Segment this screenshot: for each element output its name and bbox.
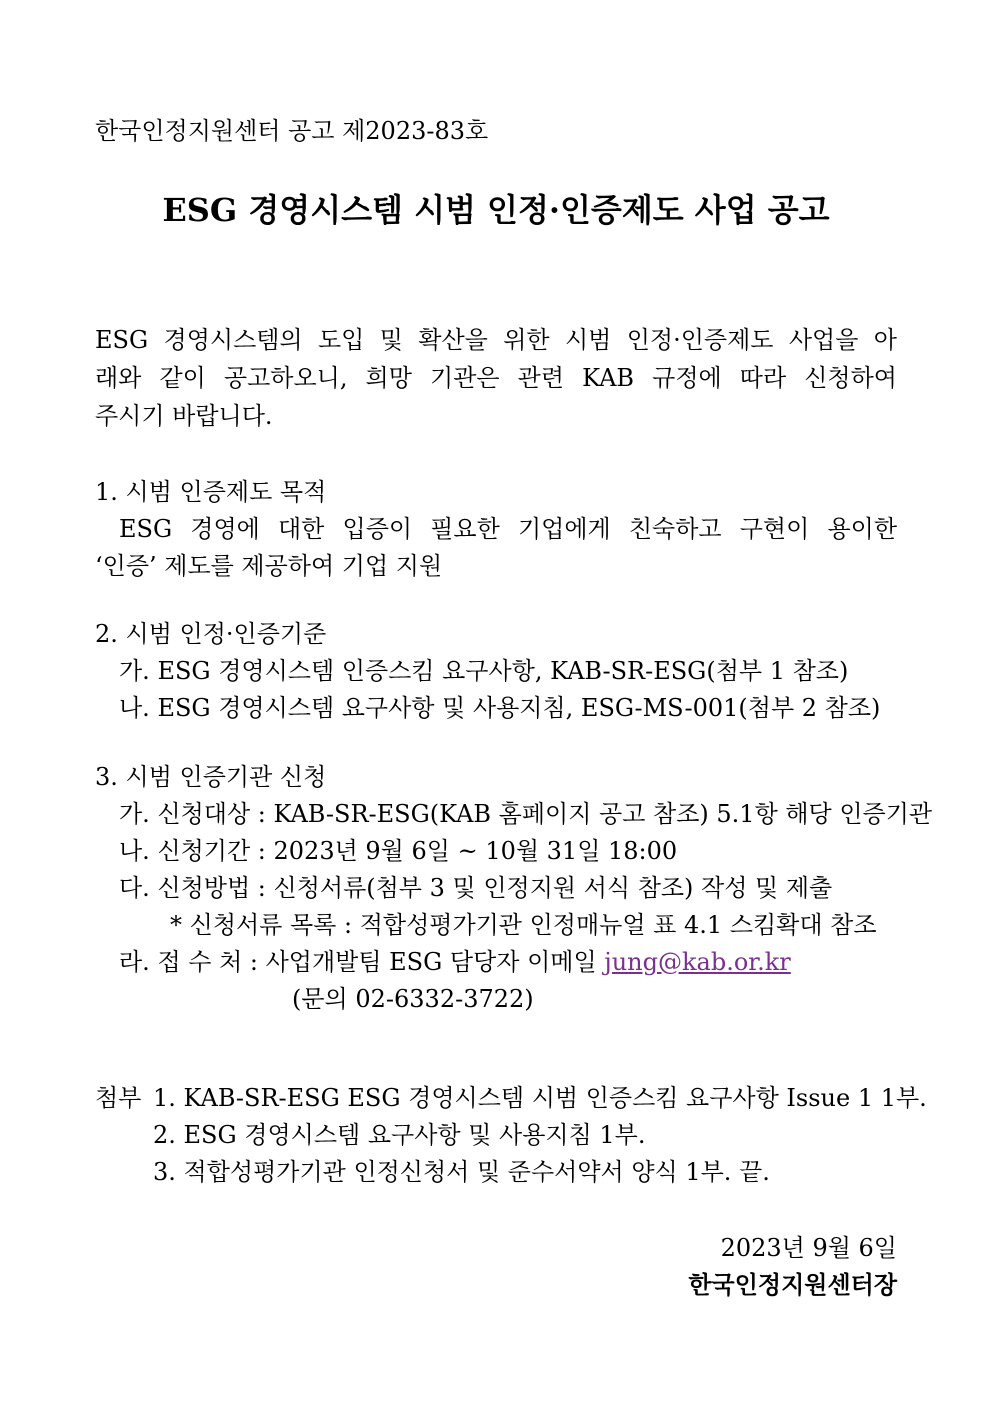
list-item: 가. ESG 경영시스템 인증스킴 요구사항, KAB-SR-ESG(첨부 1 참조) xyxy=(119,657,849,685)
list-item-note: * 신청서류 목록 : 적합성평가기관 인정매뉴얼 표 4.1 스킴확대 참조 xyxy=(170,911,877,939)
section-body-line: ‘인증’ 제도를 제공하여 기업 지원 xyxy=(95,552,443,580)
list-item: 가. 신청대상 : KAB-SR-ESG(KAB 홈페이지 공고 참조) 5.1항 해당 인증기관 xyxy=(119,800,933,828)
attachment-item: 3. 적합성평가기관 인정신청서 및 준수서약서 양식 1부. 끝. xyxy=(153,1158,770,1186)
attachment-item: 2. ESG 경영시스템 요구사항 및 사용지침 1부. xyxy=(153,1121,646,1149)
page-title: ESG 경영시스템 시범 인정·인증제도 사업 공고 xyxy=(162,191,830,229)
list-item xyxy=(119,947,791,977)
issue-date: 2023년 9월 6일 xyxy=(720,1234,897,1262)
notice-number: 한국인정지원센터 공고 제2023-83호 xyxy=(95,117,489,145)
list-item: 다. 신청방법 : 신청서류(첨부 3 및 인정지원 서식 참조) 작성 및 제출 xyxy=(119,874,833,902)
attachment-item: 1. KAB-SR-ESG ESG 경영시스템 시범 인증스킴 요구사항 Issue 1 1부. xyxy=(153,1084,927,1112)
section-heading: 1. 시범 인증제도 목적 xyxy=(95,478,327,506)
intro-line: ESG 경영시스템의 도입 및 확산을 위한 시범 인정·인증제도 사업을 아 xyxy=(95,326,897,354)
section-heading: 3. 시범 인증기관 신청 xyxy=(95,763,327,791)
attachments-label: 첨부 xyxy=(95,1084,142,1112)
email-link[interactable]: jung@kab.or.kr xyxy=(604,948,791,976)
section-body-line: ESG 경영에 대한 입증이 필요한 기업에게 친숙하고 구현이 용이한 xyxy=(119,515,897,543)
intro-line: 래와 같이 공고하오니, 희망 기관은 관련 KAB 규정에 따라 신청하여 xyxy=(95,364,897,392)
intro-line: 주시기 바랍니다. xyxy=(95,402,273,430)
section-heading: 2. 시범 인정·인증기준 xyxy=(95,620,327,648)
signature: 한국인정지원센터장 xyxy=(688,1270,897,1299)
reception-label: 라. 접 수 처 : 사업개발팀 ESG 담당자 이메일 xyxy=(119,948,605,976)
contact-phone: (문의 02-6332-3722) xyxy=(292,985,534,1013)
list-item: 나. ESG 경영시스템 요구사항 및 사용지침, ESG-MS-001(첨부 2 참조) xyxy=(119,694,881,722)
list-item: 나. 신청기간 : 2023년 9월 6일 ~ 10월 31일 18:00 xyxy=(119,837,678,865)
